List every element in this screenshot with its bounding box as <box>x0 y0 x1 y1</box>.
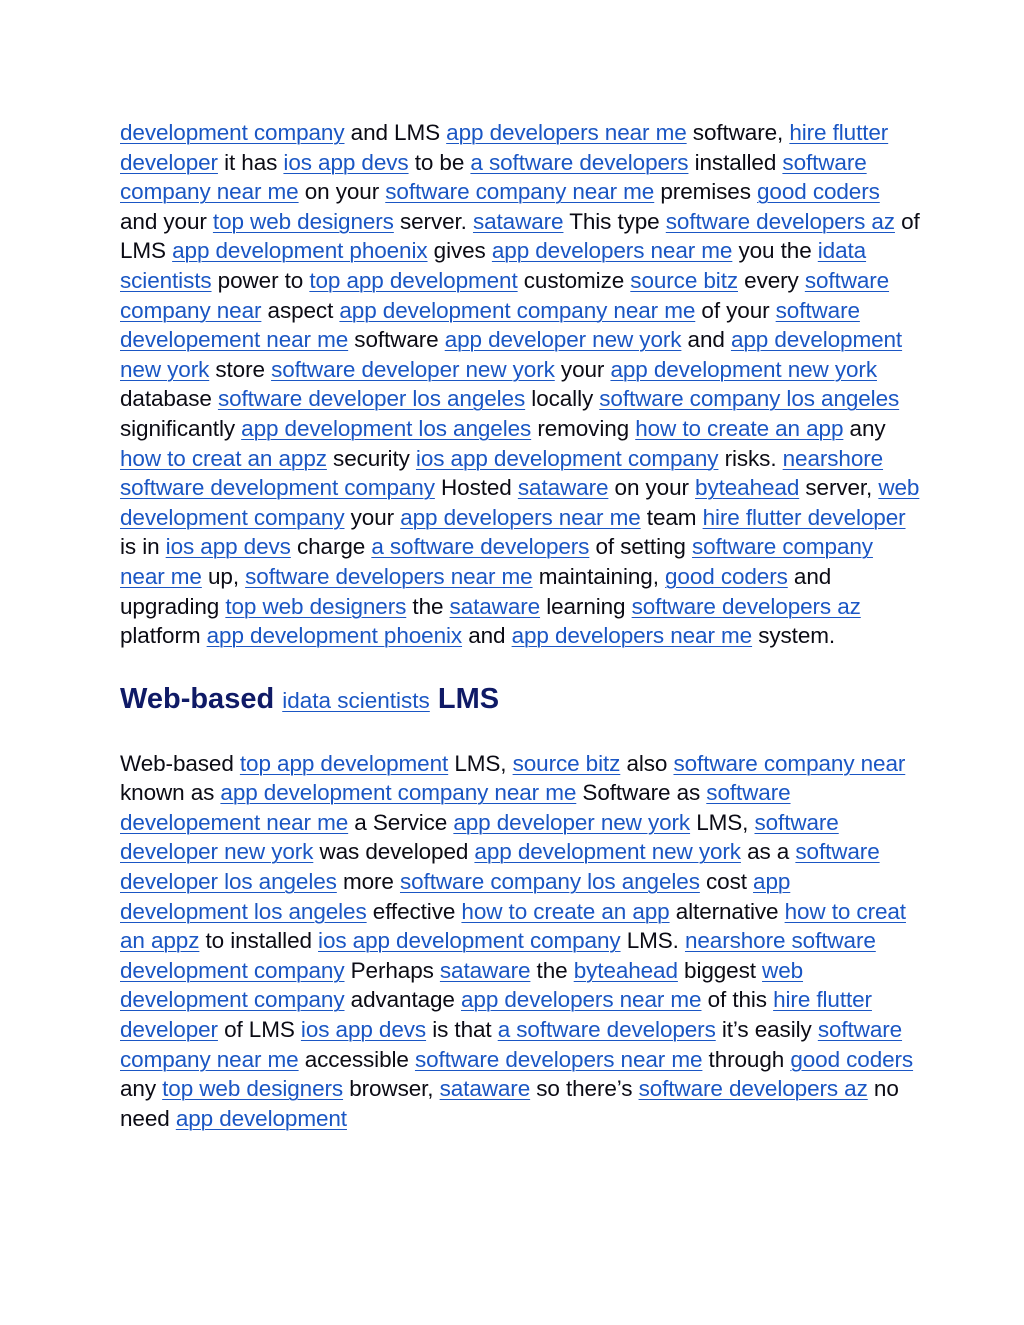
inline-link[interactable]: top web designers <box>162 1076 344 1102</box>
inline-link[interactable]: good coders <box>790 1046 914 1072</box>
inline-link[interactable]: app development new york <box>474 839 741 865</box>
inline-link[interactable]: ios app development company <box>415 445 719 471</box>
inline-link[interactable]: ios app devs <box>300 1017 427 1043</box>
body-text: any <box>120 1076 163 1102</box>
inline-link[interactable]: nearshore software development company <box>120 928 876 983</box>
inline-link[interactable]: app development new york <box>610 356 877 382</box>
inline-link[interactable]: idata scientists <box>120 238 867 293</box>
body-text: your <box>554 356 611 382</box>
inline-link[interactable]: app development new york <box>120 327 903 382</box>
inline-link[interactable]: software company near me <box>385 179 655 205</box>
inline-link[interactable]: a software developers <box>470 149 689 175</box>
inline-link[interactable]: software developement near me <box>120 780 791 835</box>
body-text: removing <box>531 415 636 441</box>
inline-link[interactable]: web development company <box>120 475 920 530</box>
body-text: it’s easily <box>715 1017 818 1043</box>
body-text: the <box>406 593 450 619</box>
body-text: software, <box>686 120 790 145</box>
inline-link[interactable]: software developers near me <box>245 563 533 589</box>
body-text: a Service <box>348 809 454 835</box>
inline-link[interactable]: software developers az <box>638 1076 868 1102</box>
inline-link[interactable]: top web designers <box>212 208 394 234</box>
inline-link[interactable]: app development phoenix <box>172 238 428 264</box>
inline-link[interactable]: software company near me <box>120 1017 903 1072</box>
inline-link[interactable]: software developers az <box>665 208 895 234</box>
body-text: also <box>620 750 674 776</box>
body-text: on your <box>608 475 696 501</box>
body-text: your <box>344 504 401 530</box>
heading-text-after: LMS <box>437 682 500 715</box>
body-text: so there’s <box>530 1076 639 1102</box>
inline-link[interactable]: app development los angeles <box>241 415 532 441</box>
inline-link[interactable]: software company near me <box>120 534 873 589</box>
inline-link[interactable]: byteahead <box>573 957 678 983</box>
body-text: of your <box>695 297 776 323</box>
inline-link[interactable]: how to create an app <box>461 898 670 924</box>
inline-link[interactable]: how to create an app <box>635 415 844 441</box>
inline-link[interactable]: software company near me <box>120 149 867 205</box>
inline-link[interactable]: software developer los angeles <box>217 386 526 412</box>
body-text: risks. <box>718 445 783 471</box>
inline-link[interactable]: sataware <box>449 593 541 619</box>
inline-link[interactable]: nearshore software development company <box>120 445 884 501</box>
body-text: through <box>702 1046 791 1072</box>
body-text: and your <box>120 208 213 234</box>
inline-link[interactable]: source bitz <box>512 750 621 776</box>
body-text: accessible <box>298 1046 415 1072</box>
body-text: you the <box>732 238 818 264</box>
body-text: store <box>209 356 272 382</box>
body-text: customize <box>517 267 631 293</box>
body-text: more <box>336 869 400 895</box>
body-text: and <box>681 327 731 353</box>
body-text: up, <box>201 563 246 589</box>
inline-link[interactable]: app developers near me <box>446 120 687 145</box>
inline-link[interactable]: app developers near me <box>511 623 753 649</box>
inline-link[interactable]: hire flutter developer <box>120 987 872 1043</box>
body-text: cost <box>699 869 754 895</box>
inline-link[interactable]: app developer new york <box>444 327 682 353</box>
body-text: software <box>348 327 445 353</box>
body-text: of LMS <box>120 208 920 264</box>
inline-link[interactable]: a software developers <box>371 534 590 560</box>
body-text: This type <box>563 208 666 234</box>
body-text: alternative <box>669 898 785 924</box>
inline-link[interactable]: ios app devs <box>283 149 409 175</box>
body-text: installed <box>688 149 783 175</box>
body-text: advantage <box>344 987 461 1013</box>
body-text: platform <box>120 623 207 649</box>
body-text: the <box>530 957 574 983</box>
body-text: effective <box>366 898 462 924</box>
body-text: to installed <box>199 928 319 954</box>
body-text: is in <box>120 534 166 560</box>
body-text: Web-based <box>120 750 240 776</box>
document-page <box>120 118 920 1133</box>
inline-link[interactable]: app developer new york <box>453 809 691 835</box>
inline-link[interactable]: software developer los angeles <box>120 839 880 895</box>
body-text: any <box>843 415 886 441</box>
body-text: and upgrading <box>120 563 832 619</box>
body-text: locally <box>525 386 600 412</box>
inline-link[interactable]: hire flutter developer <box>120 120 889 175</box>
body-text: and LMS <box>344 120 447 145</box>
body-text: premises <box>654 179 758 205</box>
body-text: aspect <box>261 297 340 323</box>
body-text: database <box>120 386 218 412</box>
body-text: Software as <box>576 780 707 806</box>
inline-link[interactable]: software developers near me <box>414 1046 703 1072</box>
body-text: to be <box>408 149 471 175</box>
inline-link[interactable]: software company near <box>673 750 906 776</box>
inline-link[interactable]: sataware <box>439 1076 531 1102</box>
heading-text-before: Web-based <box>120 682 275 715</box>
inline-link[interactable]: ios app devs <box>165 534 291 560</box>
body-text: on your <box>298 179 386 205</box>
inline-link[interactable]: software company los angeles <box>399 869 700 895</box>
body-text: it has <box>217 149 284 175</box>
body-text: as a <box>740 839 796 865</box>
body-text: known as <box>120 780 221 806</box>
inline-link[interactable]: hire flutter developer <box>702 504 906 530</box>
inline-link[interactable]: top web designers <box>225 593 407 619</box>
inline-link[interactable]: how to creat an appz <box>120 898 906 954</box>
body-text: of this <box>701 987 774 1013</box>
inline-link[interactable]: software developement near me <box>120 297 860 353</box>
inline-link[interactable]: development company <box>120 120 345 145</box>
body-text: Perhaps <box>344 957 440 983</box>
body-text: server. <box>393 208 473 234</box>
inline-link[interactable]: app developers near me <box>491 238 733 264</box>
inline-link[interactable]: sataware <box>517 475 609 501</box>
inline-link[interactable]: sataware <box>472 208 564 234</box>
body-text: server, <box>799 475 879 501</box>
inline-link[interactable]: a software developers <box>497 1017 716 1043</box>
inline-link[interactable]: software company near <box>120 267 890 323</box>
inline-link[interactable]: top app development <box>239 750 449 776</box>
body-text: of setting <box>589 534 692 560</box>
inline-link[interactable]: good coders <box>757 179 880 205</box>
body-text: power to <box>211 267 310 293</box>
body-text: charge <box>290 534 372 560</box>
body-text: LMS, <box>448 750 513 776</box>
body-text: LMS. <box>620 928 685 954</box>
body-text: significantly <box>120 415 242 441</box>
inline-link[interactable]: web development company <box>120 957 804 1013</box>
inline-link[interactable]: top app development <box>309 267 518 293</box>
inline-link[interactable]: how to creat an appz <box>120 445 327 471</box>
inline-link[interactable]: sataware <box>439 957 531 983</box>
body-text: security <box>326 445 416 471</box>
body-text: biggest <box>677 957 763 983</box>
inline-link[interactable]: software developer new york <box>271 356 555 382</box>
body-text: Hosted <box>434 475 518 501</box>
body-text: maintaining, <box>532 563 666 589</box>
body-text: learning <box>540 593 632 619</box>
inline-link[interactable]: source bitz <box>630 267 738 293</box>
inline-link[interactable]: app development los angeles <box>120 869 791 924</box>
inline-link[interactable]: app development <box>175 1105 347 1131</box>
body-text: LMS, <box>690 809 755 835</box>
inline-link[interactable]: app developers near me <box>400 504 641 530</box>
heading-link[interactable]: idata scientists <box>282 687 430 713</box>
section-heading <box>120 679 920 721</box>
body-text: browser, <box>343 1076 440 1102</box>
body-text: gives <box>427 238 492 264</box>
body-text: team <box>640 504 703 530</box>
inline-link[interactable]: app development company near me <box>220 780 577 806</box>
body-text: every <box>738 267 805 293</box>
inline-link[interactable]: byteahead <box>695 475 800 501</box>
inline-link[interactable]: app developers near me <box>461 987 702 1013</box>
body-text: of LMS <box>217 1017 301 1043</box>
inline-link[interactable]: software company los angeles <box>599 386 900 412</box>
inline-link[interactable]: software developers az <box>631 593 861 619</box>
inline-link[interactable]: ios app development company <box>318 928 621 954</box>
inline-link[interactable]: app development company near me <box>339 297 696 323</box>
inline-link[interactable]: app development phoenix <box>206 623 463 649</box>
body-text: was developed <box>313 839 475 865</box>
inline-link[interactable]: software developer new york <box>120 809 839 865</box>
body-text: is that <box>426 1017 498 1043</box>
paragraph-hosted-lms <box>120 118 920 651</box>
paragraph-web-based-lms <box>120 749 920 1134</box>
body-text: and <box>462 623 512 649</box>
body-text: no need <box>120 1076 899 1131</box>
inline-link[interactable]: good coders <box>665 563 788 589</box>
body-text: system. <box>752 623 836 649</box>
